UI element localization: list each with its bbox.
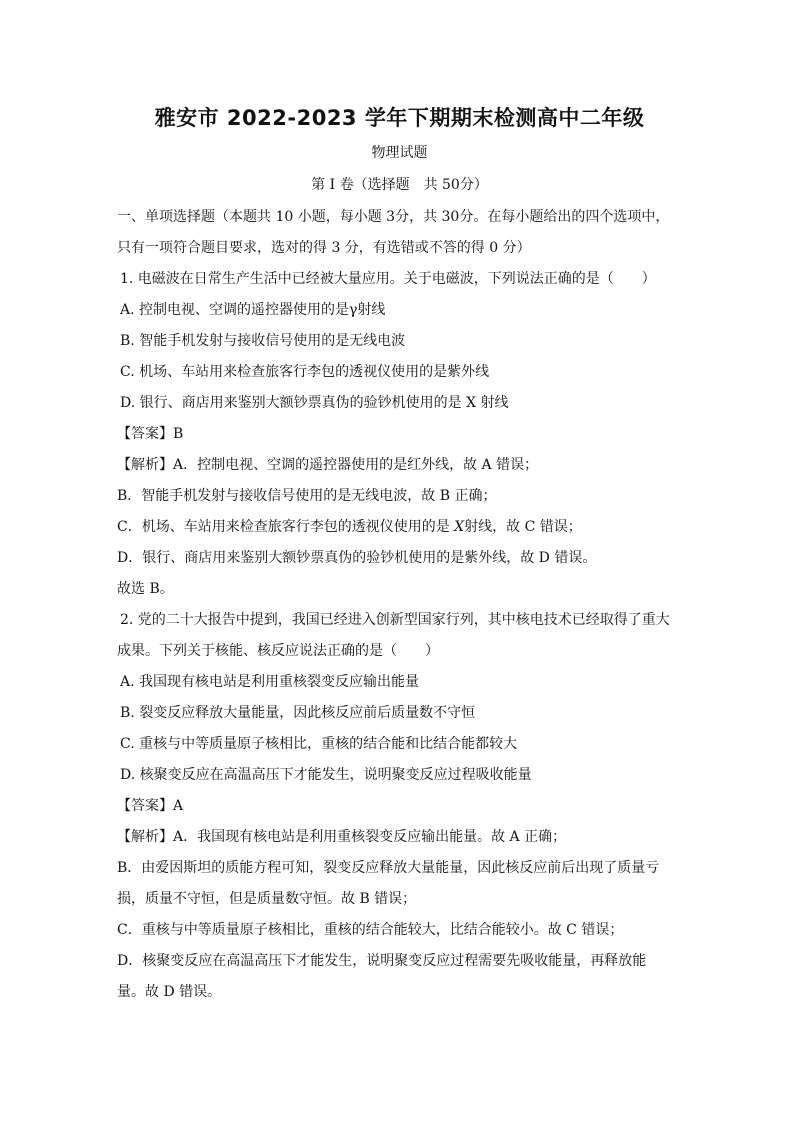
- question-2-option-c: C. 重核与中等质量原子核相比，重核的结合能和比结合能都较大: [120, 736, 518, 752]
- question-2-stem: 2. 党的二十大报告中提到，我国已经进入创新型国家行列，其中核电技术已经取得了重大: [120, 612, 670, 628]
- instructions-line: 只有一项符合题目要求，选对的得 3 分，有选错或不答的得 0 分）: [117, 240, 531, 256]
- question-1-option-a: A. 控制电视、空调的遥控器使用的是γ射线: [120, 302, 386, 318]
- subject-title: 物理试题: [371, 145, 428, 161]
- question-2-option-a: A. 我国现有核电站是利用重核裂变反应输出能量: [120, 674, 420, 690]
- question-1-conclusion: 故选 B。: [117, 581, 174, 597]
- question-1-answer: 【答案】B: [117, 426, 184, 442]
- question-2-analysis-line: 损，质量不守恒，但是质量数守恒。故 B 错误；: [117, 891, 417, 907]
- analysis-text: C．机场、车站用来检查旅客行李包的透视仪使用的是: [117, 519, 455, 535]
- page-title: 雅安市 2022-2023 学年下期期末检测高中二年级: [154, 106, 645, 130]
- question-2-analysis-line: C．重核与中等质量原子核相比，重核的结合能较大，比结合能较小。故 C 错误；: [117, 922, 624, 938]
- question-1-stem: 1. 电磁波在日常生产生活中已经被大量应用。关于电磁波，下列说法正确的是（ ）: [120, 271, 656, 287]
- question-2-analysis-line: 量。故 D 错误。: [117, 984, 222, 1000]
- question-2-analysis-line: D．核聚变反应在高温高压下才能发生，说明聚变反应过程需要先吸收能量，再释放能: [117, 953, 647, 969]
- question-1-option-d: D. 银行、商店用来鉴别大额钞票真伪的验钞机使用的是 X 射线: [120, 395, 509, 411]
- question-1-analysis-line: D．银行、商店用来鉴别大额钞票真伪的验钞机使用的是紫外线，故 D 错误。: [117, 550, 597, 566]
- question-body: [117, 202, 682, 1008]
- analysis-text: 射线，故 C 错误；: [464, 519, 582, 535]
- question-1-option-b: B. 智能手机发射与接收信号使用的是无线电波: [120, 333, 406, 349]
- question-1-analysis-line: [117, 512, 682, 543]
- question-2-analysis-line: B．由爱因斯坦的质能方程可知，裂变反应释放大量能量，因此核反应前后出现了质量亏: [117, 860, 660, 876]
- question-1-analysis-line: B．智能手机发射与接收信号使用的是无线电波，故 B 正确；: [117, 488, 497, 504]
- question-2-stem: 成果。下列关于核能、核反应说法正确的是（ ）: [117, 643, 439, 659]
- question-2-analysis-line: 【解析】A．我国现有核电站是利用重核裂变反应输出能量。故 A 正确；: [117, 829, 567, 845]
- question-1-option-c: C. 机场、车站用来检查旅客行李包的透视仪使用的是紫外线: [120, 364, 490, 380]
- question-2-answer: 【答案】A: [117, 798, 184, 814]
- section-title: 第 I 卷（选择题 共 50分）: [311, 177, 488, 193]
- instructions-line: 一、单项选择题（本题共 10 小题，每小题 3分，共 30分。在每小题给出的四个选项中，: [117, 209, 670, 225]
- question-1-analysis-line: 【解析】A．控制电视、空调的遥控器使用的是红外线，故 A 错误；: [117, 457, 539, 473]
- x-ray-symbol: X: [454, 519, 465, 535]
- question-2-option-d: D. 核聚变反应在高温高压下才能发生，说明聚变反应过程吸收能量: [120, 767, 532, 783]
- question-2-option-b: B. 裂变反应释放大量能量，因此核反应前后质量数不守恒: [120, 705, 476, 721]
